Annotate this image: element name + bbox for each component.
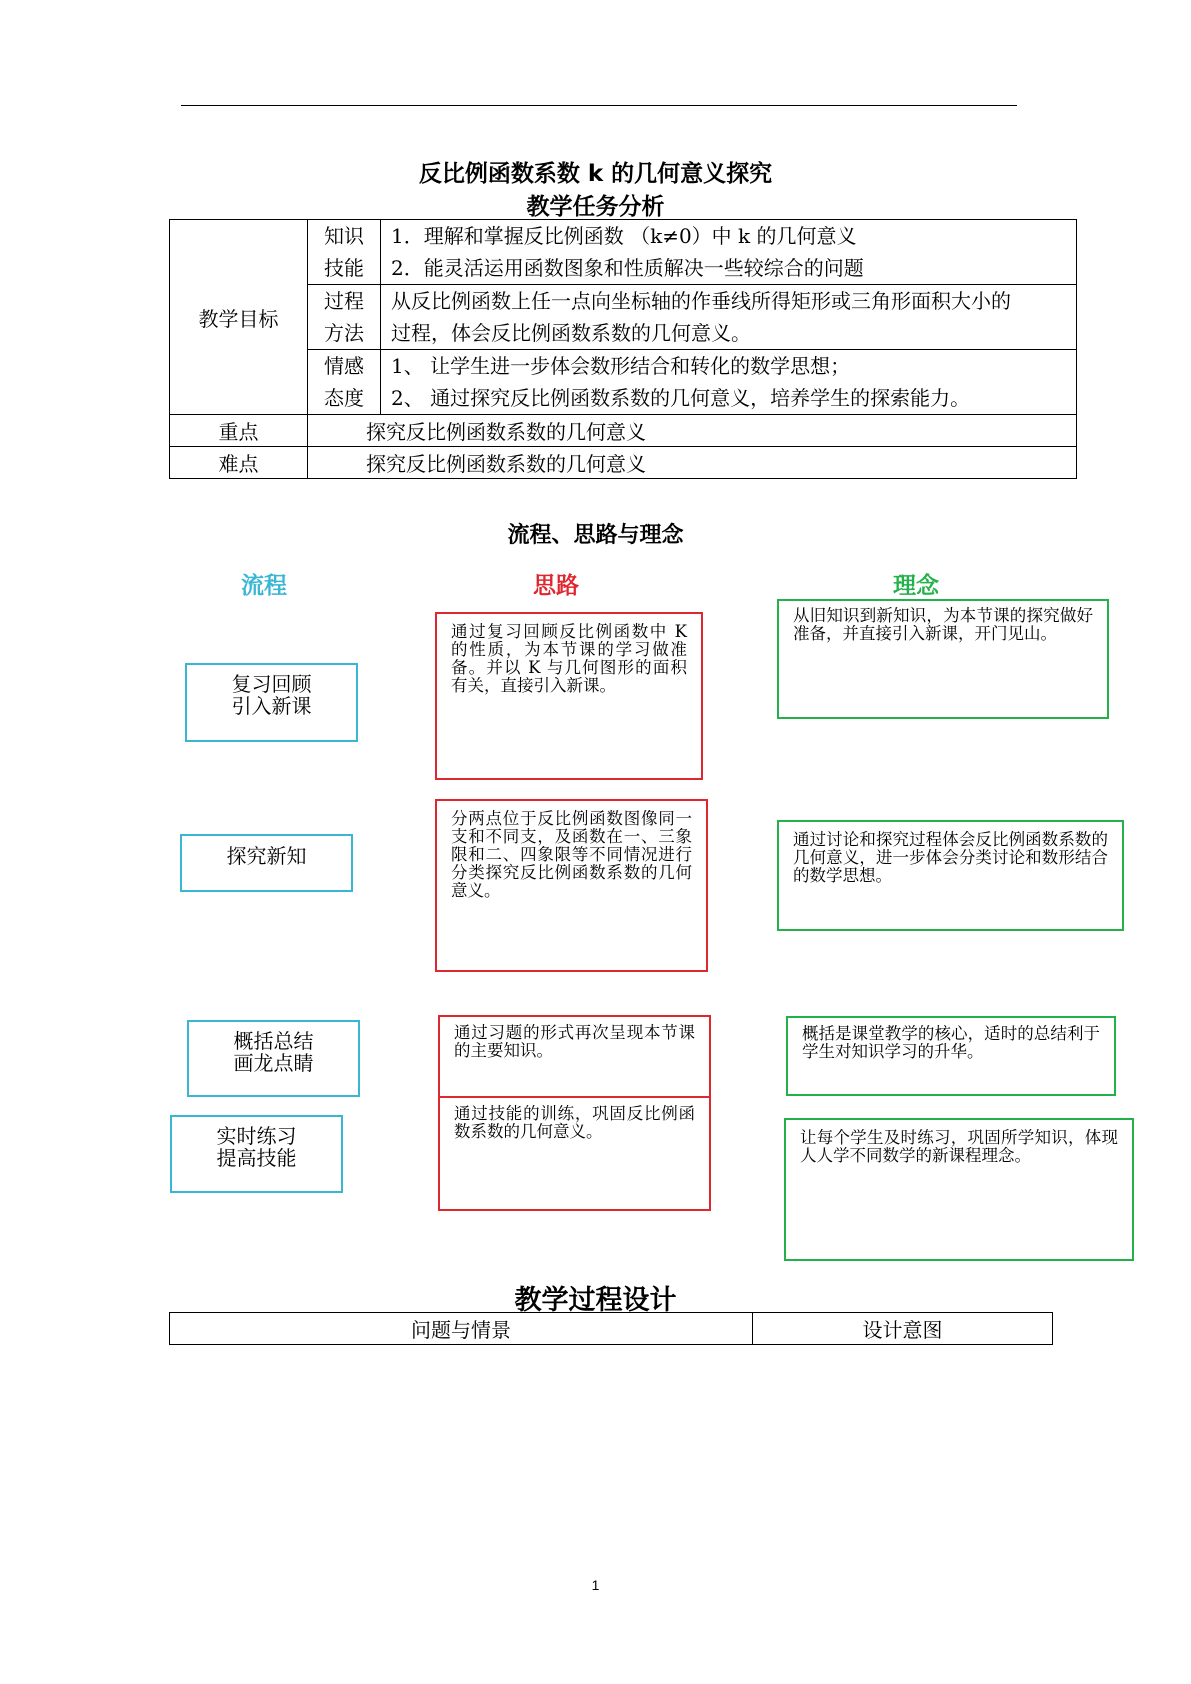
flow-step-practice — [170, 1115, 343, 1193]
flow-step-line: 引入新课 — [231, 694, 312, 718]
goal-sub-emotion — [308, 350, 381, 415]
philosophy-box-review: 从旧知识到新知识，为本节课的探究做好准备，并直接引入新课，开门见山。 — [777, 599, 1109, 719]
goal-sub-line: 技能 — [324, 256, 364, 280]
flow-section-title: 流程、思路与理念 — [507, 523, 684, 548]
idea-box-explore: 分两点位于反比例函数图像同一支和不同支，及函数在一、三象限和二、四象限等不同情况进行分类探究反比例函数系数的几何意义。 — [435, 799, 708, 972]
goal-line: 2．能灵活运用函数图象和性质解决一些较综合的问题 — [391, 256, 864, 280]
page-number: 1 — [591, 1577, 600, 1593]
idea-box-review: 通过复习回顾反比例函数中 K 的性质，为本节课的学习做准备。并以 K 与几何图形的面积有关，直接引入新课。 — [435, 612, 703, 780]
goal-sub-process — [308, 285, 381, 350]
process-header-intent: 设计意图 — [753, 1313, 1053, 1345]
document-title: 反比例函数系数 k 的几何意义探究 — [418, 161, 773, 187]
flow-step-line: 探究新知 — [226, 844, 307, 868]
philosophy-box-explore: 通过讨论和探究过程体会反比例函数系数的几何意义，进一步体会分类讨论和数形结合的数学思想。 — [777, 820, 1124, 931]
idea-text-practice: 通过技能的训练，巩固反比例函数系数的几何意义。 — [454, 1104, 695, 1141]
idea-box-summary-practice — [438, 1015, 711, 1211]
key-text: 探究反比例函数系数的几何意义 — [308, 415, 1077, 447]
process-design-table — [169, 1312, 1053, 1345]
goal-sub-line: 过程 — [324, 289, 364, 313]
header-rule — [181, 105, 1017, 106]
goal-label: 教学目标 — [198, 306, 279, 331]
idea-box-divider — [438, 1096, 711, 1098]
goal-text-process — [381, 285, 1077, 350]
process-header-scenario: 问题与情景 — [170, 1313, 753, 1345]
flow-step-review — [185, 663, 358, 742]
difficulty-label: 难点 — [170, 447, 308, 479]
philosophy-column-header: 理念 — [893, 573, 939, 599]
flow-step-line: 画龙点睛 — [233, 1051, 314, 1075]
goal-line: 过程，体会反比例函数系数的几何意义。 — [391, 321, 751, 345]
goal-line: 从反比例函数上任一点向坐标轴的作垂线所得矩形或三角形面积大小的 — [391, 289, 1011, 313]
goal-label-cell — [170, 220, 308, 415]
goal-sub-line: 方法 — [324, 321, 364, 345]
goal-text-knowledge — [381, 220, 1077, 285]
idea-column-header: 思路 — [533, 573, 579, 599]
goal-sub-line: 态度 — [324, 386, 364, 410]
goal-line: 2、 通过探究反比例函数系数的几何意义，培养学生的探索能力。 — [391, 386, 971, 410]
flow-column-header: 流程 — [241, 573, 287, 599]
flow-step-line: 实时练习 — [216, 1124, 297, 1148]
flow-step-explore — [180, 834, 353, 892]
flow-step-line: 概括总结 — [233, 1029, 314, 1053]
idea-text-summary: 通过习题的形式再次呈现本节课的主要知识。 — [454, 1023, 695, 1060]
key-label: 重点 — [170, 415, 308, 447]
goal-sub-knowledge — [308, 220, 381, 285]
flow-step-summary — [187, 1020, 360, 1097]
document-subtitle: 教学任务分析 — [526, 194, 665, 220]
philosophy-box-practice: 让每个学生及时练习，巩固所学知识，体现人人学不同数学的新课程理念。 — [784, 1118, 1134, 1261]
task-analysis-table — [169, 219, 1077, 479]
flow-step-line: 复习回顾 — [231, 672, 312, 696]
philosophy-box-summary: 概括是课堂教学的核心，适时的总结利于学生对知识学习的升华。 — [786, 1016, 1116, 1096]
goal-sub-line: 知识 — [324, 224, 364, 248]
process-section-title: 教学过程设计 — [514, 1285, 677, 1316]
goal-line: 1．理解和掌握反比例函数 （k≠0）中 k 的几何意义 — [391, 224, 857, 248]
difficulty-text: 探究反比例函数系数的几何意义 — [308, 447, 1077, 479]
goal-line: 1、 让学生进一步体会数形结合和转化的数学思想； — [391, 354, 851, 378]
flow-step-line: 提高技能 — [216, 1146, 297, 1170]
goal-sub-line: 情感 — [324, 354, 364, 378]
goal-text-emotion — [381, 350, 1077, 415]
